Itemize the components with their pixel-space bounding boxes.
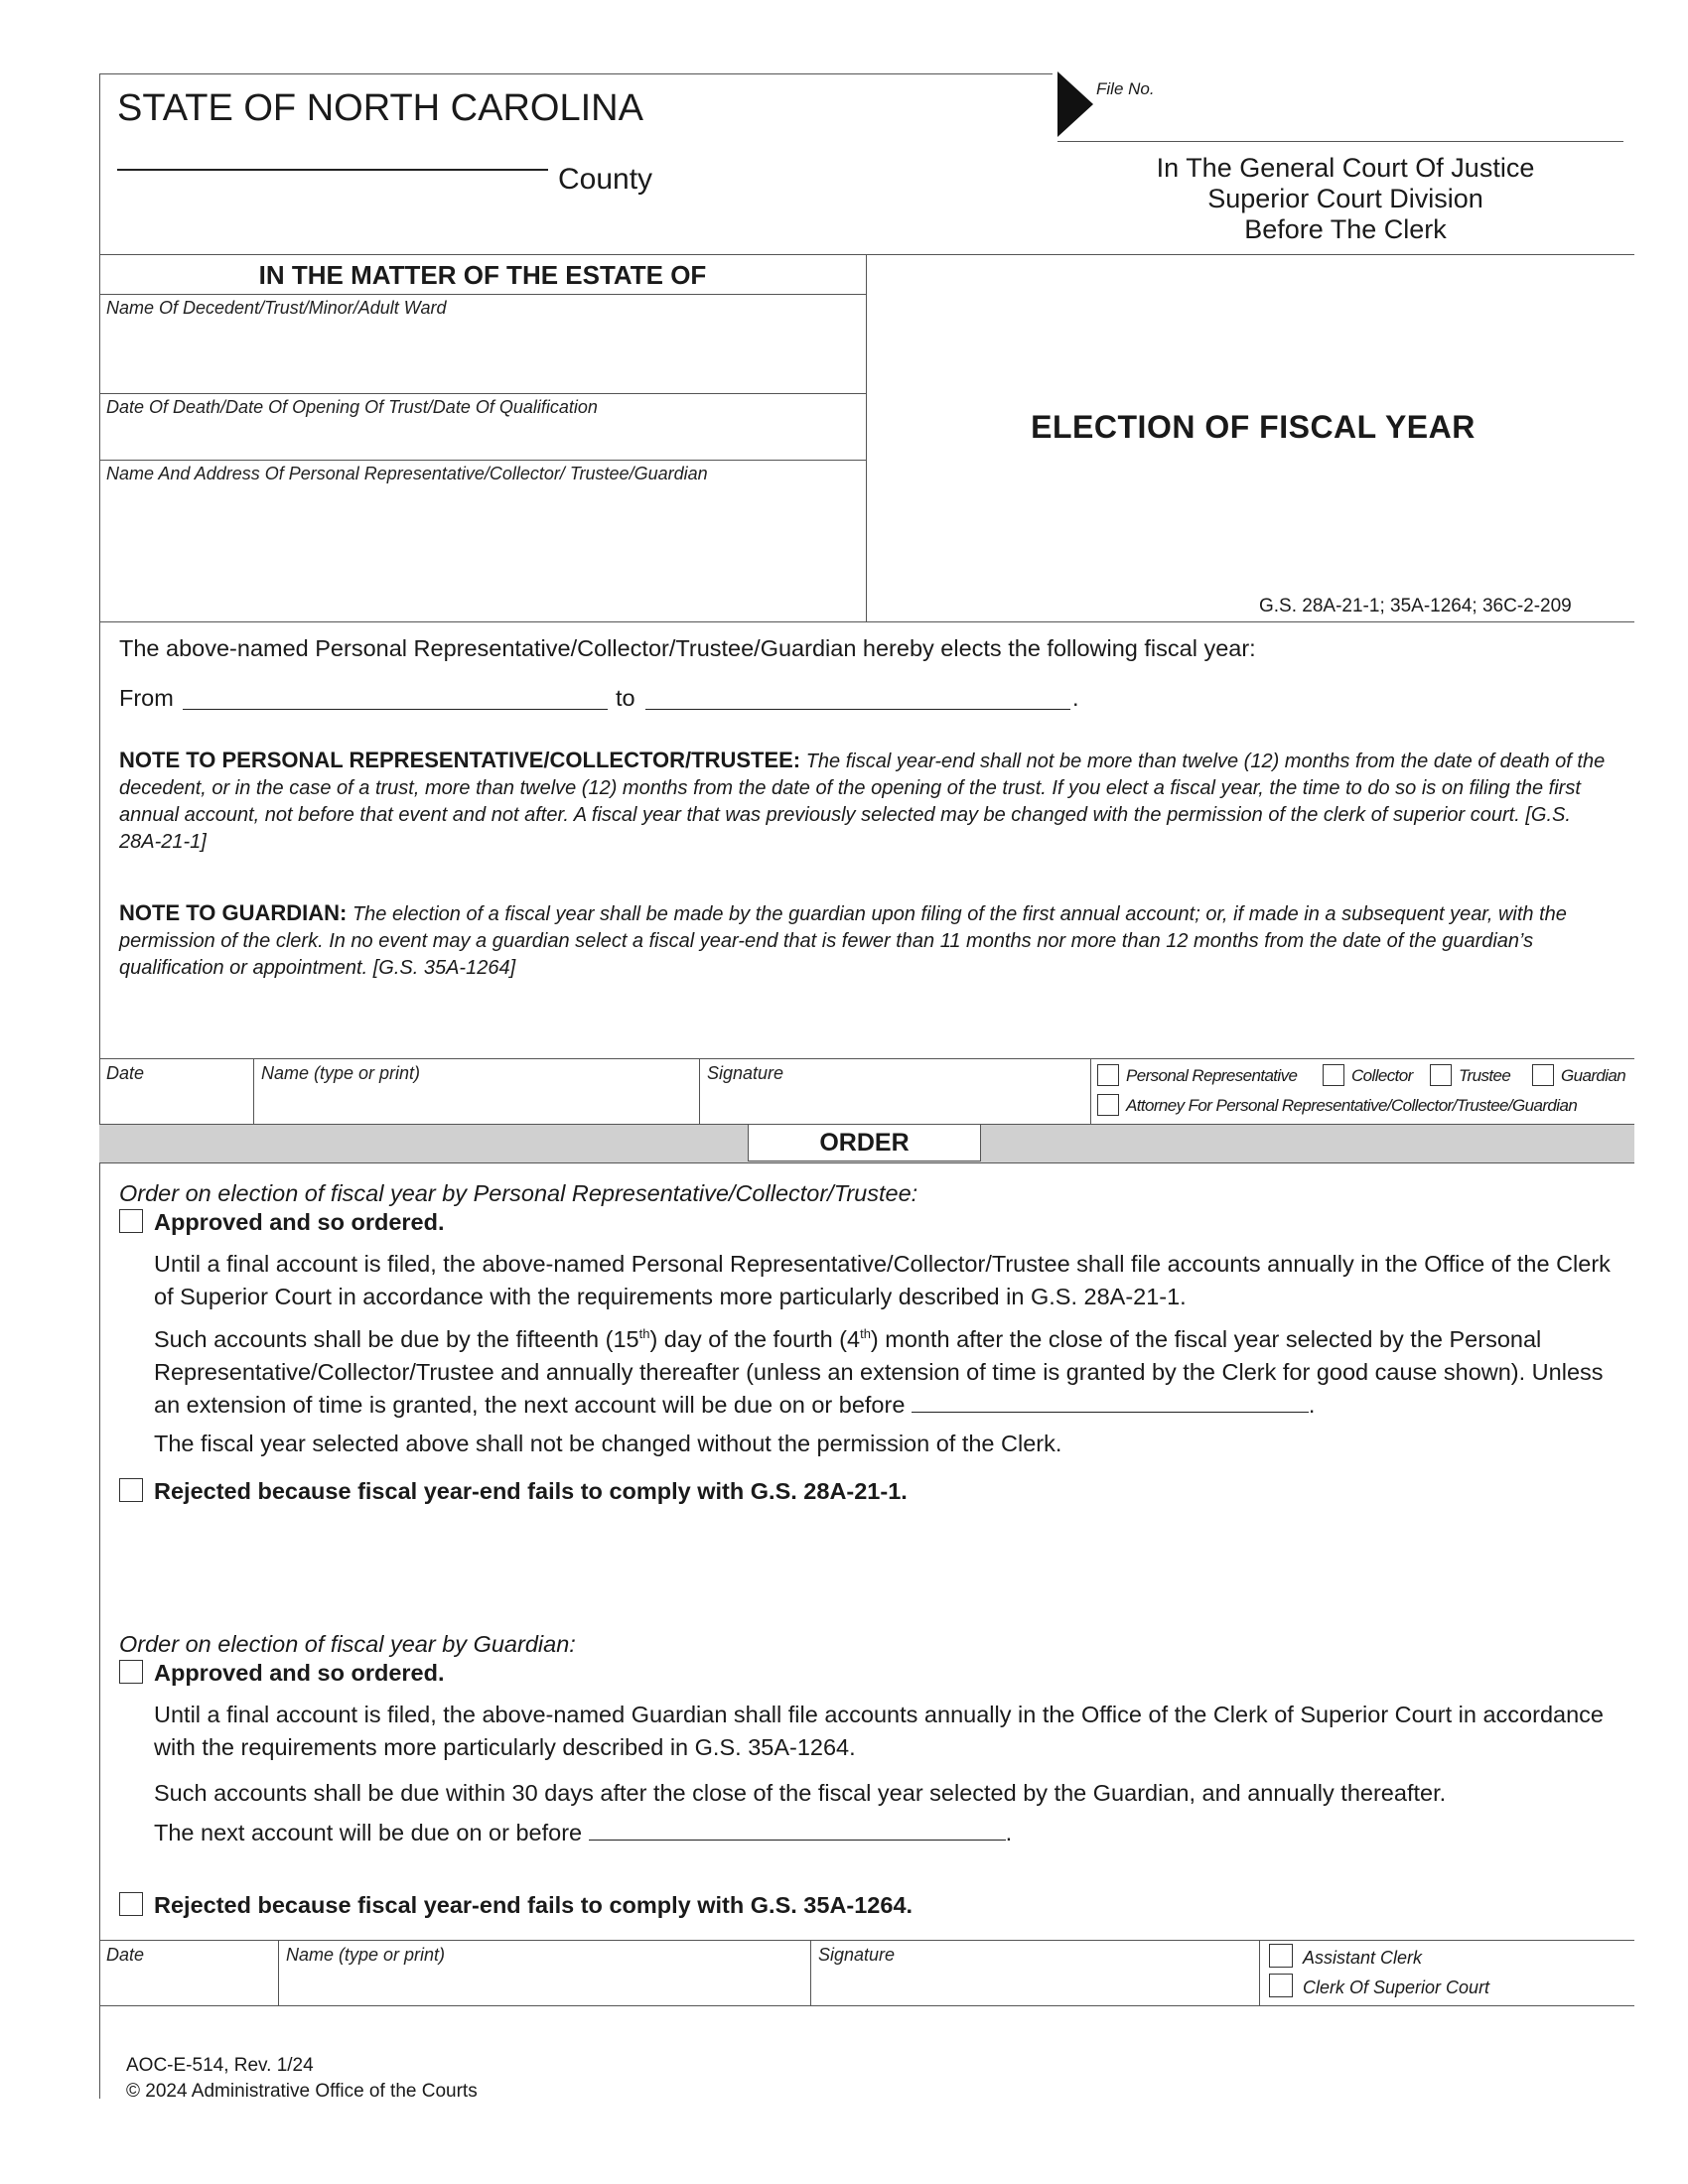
guardian-next-account-date-field[interactable]	[589, 1820, 1006, 1841]
sig1-name-field[interactable]	[261, 1086, 692, 1120]
collector-checkbox[interactable]	[1323, 1064, 1344, 1086]
pr-paragraph-1: Until a final account is filed, the above-named Personal Representative/Collector/Trustee shall file accounts annually in the Office of the Clerk of Superior Court in accordance with the requirements more particularly described in G.S. 28A-21-1.	[154, 1251, 1611, 1309]
sig1-div-2	[699, 1058, 700, 1124]
attorney-option-label: Attorney For Personal Representative/Collector/Trustee/Guardian	[1126, 1096, 1578, 1115]
clerk-superior-court-checkbox[interactable]	[1269, 1974, 1293, 1997]
guardian-option-label: Guardian	[1561, 1066, 1626, 1085]
guardian-paragraph-1: Until a final account is filed, the above-named Guardian shall file accounts annually in the Office of the Clerk of Superior Court in accordance with the requirements more particularly described in G.S. 35A-1264.	[154, 1702, 1604, 1760]
sig2-date-field[interactable]	[106, 1968, 270, 2001]
pr-approved-label: Approved and so ordered.	[154, 1209, 445, 1235]
sig1-top-line	[99, 1058, 1634, 1059]
sig2-signature-label: Signature	[818, 1945, 896, 1965]
sig1-name-label: Name (type or print)	[261, 1063, 421, 1083]
file-no-field[interactable]	[1096, 99, 1613, 137]
clerk-superior-court-label: Clerk Of Superior Court	[1303, 1978, 1490, 1997]
sig2-name-label: Name (type or print)	[286, 1945, 446, 1965]
date-of-death-field[interactable]	[106, 421, 861, 457]
copyright: © 2024 Administrative Office of the Courts	[126, 2081, 478, 2102]
assistant-clerk-label: Assistant Clerk	[1303, 1948, 1423, 1968]
note-guardian-heading: NOTE TO GUARDIAN:	[119, 900, 348, 925]
sig2-bottom-line	[99, 2005, 1634, 2006]
to-date-field[interactable]	[645, 709, 1070, 710]
personal-representative-option-label: Personal Representative	[1126, 1066, 1298, 1085]
pr-paragraph-3: The fiscal year selected above shall not be changed without the permission of the Clerk.	[154, 1431, 1062, 1456]
trustee-checkbox[interactable]	[1430, 1064, 1452, 1086]
pr-paragraph-2: Such accounts shall be due by the fifteenth (15th) day of the fourth (4th) month after the close of the fiscal year selected by the Personal Representative/Collector/Trustee and annually thereafter (unless an extension of time is granted by the Clerk for good cause shown). Unless an extension of time is granted, the next account will be due on or before .	[154, 1325, 1604, 1418]
from-date-field[interactable]	[183, 709, 608, 710]
sig1-signature-label: Signature	[707, 1063, 784, 1083]
state-title: STATE OF NORTH CAROLINA	[117, 87, 643, 129]
top-border	[99, 73, 1053, 74]
pr-next-account-date-field[interactable]	[912, 1392, 1309, 1413]
sig2-date-label: Date	[106, 1945, 145, 1965]
form-title: ELECTION OF FISCAL YEAR	[1031, 409, 1476, 445]
sig2-name-field[interactable]	[286, 1968, 802, 2001]
representative-label: Name And Address Of Personal Representative/Collector/ Trustee/Guardian	[106, 464, 708, 483]
note-pr-text: The fiscal year-end shall not be more than twelve (12) months from the date of death of the decedent, or in the case of a trust, more than twelve (12) months from the date of the opening of the trust. If you elect a fiscal year, the time to do so is on filing the first annual account, not before that event and not after. A fiscal year that was previously selected may be changed with the permission of the clerk of superior court. [G.S. 28A-21-1]	[119, 751, 1606, 853]
guardian-approved-label: Approved and so ordered.	[154, 1660, 445, 1686]
sig1-div-3	[1090, 1058, 1091, 1124]
sig1-signature-field[interactable]	[707, 1086, 1084, 1120]
file-no-arrow-icon	[1057, 71, 1093, 137]
guardian-approved-checkbox[interactable]	[119, 1660, 143, 1684]
form-number: AOC-E-514, Rev. 1/24	[126, 2055, 314, 2076]
guardian-rejected-label: Rejected because fiscal year-end fails to comply with G.S. 35A-1264.	[154, 1892, 914, 1918]
note-guardian	[119, 899, 1623, 982]
note-pr-heading: NOTE TO PERSONAL REPRESENTATIVE/COLLECTOR/TRUSTEE:	[119, 748, 801, 772]
pr-approved-checkbox[interactable]	[119, 1209, 143, 1233]
estate-top-line	[99, 254, 1634, 255]
estate-bottom-line	[99, 621, 1634, 622]
court-heading	[1053, 153, 1638, 245]
guardian-paragraph-3: The next account will be due on or before .	[154, 1820, 1013, 1845]
to-label: to	[616, 685, 635, 711]
note-guardian-text: The election of a fiscal year shall be made by the guardian upon filing of the first annual account; or, if made in a subsequent year, with the permission of the clerk. In no event may a guardian select a fiscal year-end that is fewer than 11 months nor more than 12 months from the date of the guardian’s qualification or appointment. [G.S. 35A-1264]	[119, 903, 1567, 979]
estate-heading: IN THE MATTER OF THE ESTATE OF	[258, 260, 707, 290]
decedent-name-field[interactable]	[106, 324, 861, 389]
note-personal-representative	[119, 747, 1614, 856]
pr-rejected-checkbox[interactable]	[119, 1478, 143, 1502]
court-line1: In The General Court Of Justice	[1156, 153, 1535, 183]
trustee-option-label: Trustee	[1459, 1066, 1511, 1085]
collector-option-label: Collector	[1351, 1066, 1413, 1085]
sig1-div-1	[253, 1058, 254, 1124]
pr-p2-sup-1: th	[638, 1326, 650, 1341]
sig1-date-label: Date	[106, 1063, 145, 1083]
pr-p2-a: Such accounts shall be due by the fifteenth (15	[154, 1325, 639, 1352]
guardian-checkbox[interactable]	[1532, 1064, 1554, 1086]
period: .	[1072, 685, 1079, 711]
estate-line-2	[99, 393, 866, 394]
guardian-paragraph-2: Such accounts shall be due within 30 days after the close of the fiscal year selected by the Guardian, and annually thereafter.	[154, 1780, 1447, 1806]
pr-p2-c: ) month after the close of the fiscal year selected by the Personal Representative/Collector/Trustee and annually thereafter (unless an extension of time is granted by the Clerk for good cause shown). Unless an extension of time is granted, the next account will be due on or before	[154, 1325, 1604, 1418]
county-label: County	[558, 163, 653, 196]
court-line2: Superior Court Division	[1207, 184, 1483, 213]
guardian-order-intro: Order on election of fiscal year by Guardian:	[119, 1631, 576, 1657]
pr-p2-b: ) day of the fourth (4	[649, 1325, 861, 1352]
order-heading: ORDER	[748, 1124, 981, 1161]
attorney-checkbox[interactable]	[1097, 1094, 1119, 1116]
sig2-top-line	[99, 1940, 1634, 1941]
pr-order-intro: Order on election of fiscal year by Personal Representative/Collector/Trustee:	[119, 1180, 918, 1206]
date-of-death-label: Date Of Death/Date Of Opening Of Trust/Date Of Qualification	[106, 397, 598, 417]
sig2-div-2	[810, 1940, 811, 2005]
representative-field[interactable]	[106, 490, 861, 617]
from-label: From	[119, 685, 174, 711]
court-line3: Before The Clerk	[1244, 214, 1447, 244]
assistant-clerk-checkbox[interactable]	[1269, 1944, 1293, 1968]
estate-line-3	[99, 460, 866, 461]
statute-reference: G.S. 28A-21-1; 35A-1264; 36C-2-209	[1259, 596, 1572, 616]
pr-rejected-label: Rejected because fiscal year-end fails to comply with G.S. 28A-21-1.	[154, 1478, 908, 1504]
guardian-next-account-label: The next account will be due on or before	[154, 1820, 583, 1845]
election-intro: The above-named Personal Representative/Collector/Trustee/Guardian hereby elects the following fiscal year:	[119, 635, 1256, 661]
sig2-div-3	[1259, 1940, 1260, 2005]
file-no-line	[1057, 141, 1623, 142]
personal-representative-checkbox[interactable]	[1097, 1064, 1119, 1086]
estate-line-1	[99, 294, 866, 295]
left-border	[99, 73, 100, 2099]
decedent-name-label: Name Of Decedent/Trust/Minor/Adult Ward	[106, 298, 447, 318]
guardian-rejected-checkbox[interactable]	[119, 1892, 143, 1916]
pr-p2-sup-2: th	[860, 1326, 871, 1341]
sig2-div-1	[278, 1940, 279, 2005]
sig1-date-field[interactable]	[106, 1086, 245, 1120]
county-blank[interactable]	[117, 169, 548, 171]
file-no-label: File No.	[1096, 79, 1155, 98]
sig2-signature-field[interactable]	[818, 1968, 1251, 2001]
